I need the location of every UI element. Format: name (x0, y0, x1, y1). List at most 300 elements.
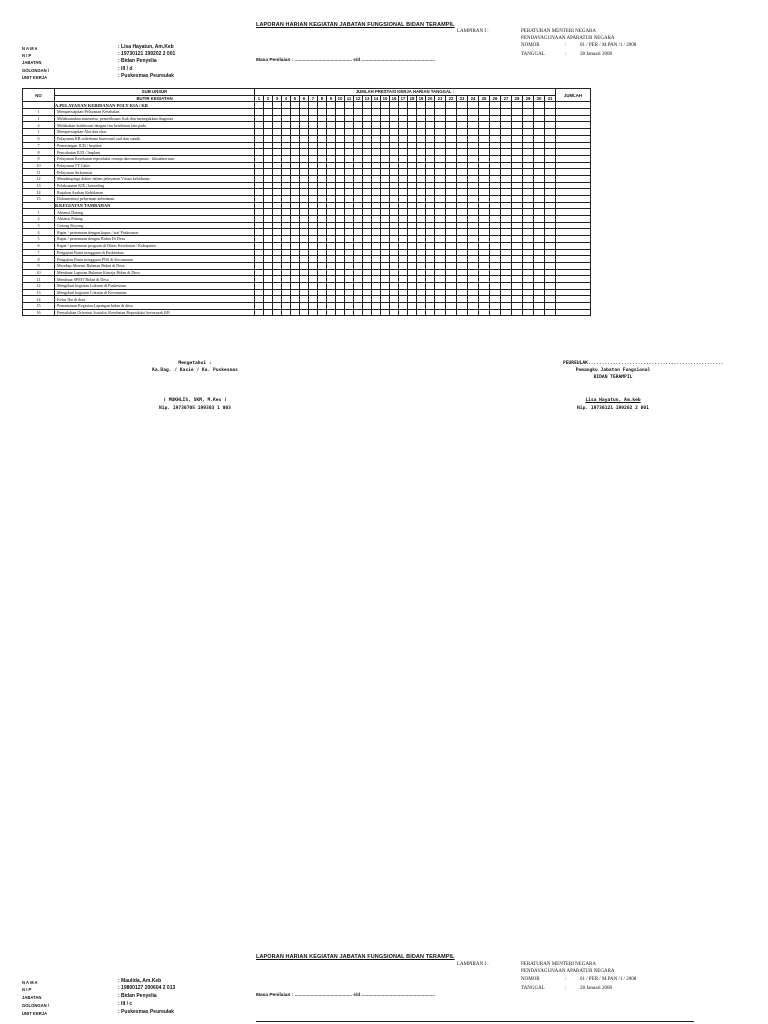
day-cell[interactable] (291, 256, 300, 263)
day-cell[interactable] (372, 249, 381, 256)
day-cell[interactable] (300, 196, 309, 203)
day-cell[interactable] (408, 155, 417, 162)
day-cell[interactable] (545, 162, 556, 169)
day-cell[interactable] (512, 216, 523, 223)
day-cell[interactable] (372, 282, 381, 289)
day-cell[interactable] (390, 149, 399, 156)
day-cell[interactable] (501, 303, 512, 310)
day-cell[interactable] (468, 222, 479, 229)
day-cell[interactable] (490, 109, 501, 116)
day-cell[interactable] (408, 196, 417, 203)
total-cell[interactable] (556, 296, 591, 303)
day-cell[interactable] (490, 236, 501, 243)
day-cell[interactable] (300, 269, 309, 276)
day-cell[interactable] (345, 229, 354, 236)
day-cell[interactable] (300, 256, 309, 263)
day-cell[interactable] (545, 169, 556, 176)
day-cell[interactable] (545, 189, 556, 196)
day-cell[interactable] (255, 229, 264, 236)
day-cell[interactable] (345, 122, 354, 129)
day-cell[interactable] (372, 236, 381, 243)
day-cell[interactable] (291, 262, 300, 269)
day-cell[interactable] (264, 256, 273, 263)
total-cell[interactable] (556, 162, 591, 169)
day-cell[interactable] (545, 296, 556, 303)
day-cell[interactable] (399, 162, 408, 169)
day-cell[interactable] (468, 169, 479, 176)
day-cell[interactable] (345, 155, 354, 162)
day-cell[interactable] (399, 262, 408, 269)
day-cell[interactable] (512, 276, 523, 283)
total-cell[interactable] (556, 175, 591, 182)
day-cell[interactable] (417, 209, 426, 216)
day-cell[interactable] (501, 109, 512, 116)
day-cell[interactable] (512, 175, 523, 182)
day-cell[interactable] (318, 189, 327, 196)
day-cell[interactable] (501, 149, 512, 156)
day-cell[interactable] (545, 216, 556, 223)
day-cell[interactable] (408, 296, 417, 303)
day-cell[interactable] (264, 296, 273, 303)
day-cell[interactable] (408, 109, 417, 116)
day-cell[interactable] (435, 162, 446, 169)
day-cell[interactable] (273, 256, 282, 263)
day-cell[interactable] (282, 256, 291, 263)
day-cell[interactable] (501, 236, 512, 243)
day-cell[interactable] (545, 135, 556, 142)
day-cell[interactable] (372, 135, 381, 142)
day-cell[interactable] (534, 269, 545, 276)
day-cell[interactable] (435, 122, 446, 129)
day-cell[interactable] (354, 262, 363, 269)
day-cell[interactable] (336, 155, 345, 162)
day-cell[interactable] (381, 222, 390, 229)
day-cell[interactable] (318, 216, 327, 223)
day-cell[interactable] (273, 222, 282, 229)
day-cell[interactable] (426, 109, 435, 116)
day-cell[interactable] (545, 282, 556, 289)
day-cell[interactable] (435, 262, 446, 269)
day-cell[interactable] (501, 249, 512, 256)
day-cell[interactable] (457, 289, 468, 296)
day-cell[interactable] (446, 169, 457, 176)
day-cell[interactable] (345, 296, 354, 303)
day-cell[interactable] (336, 289, 345, 296)
day-cell[interactable] (264, 109, 273, 116)
day-cell[interactable] (336, 303, 345, 310)
day-cell[interactable] (468, 276, 479, 283)
day-cell[interactable] (264, 182, 273, 189)
day-cell[interactable] (426, 149, 435, 156)
day-cell[interactable] (446, 209, 457, 216)
day-cell[interactable] (291, 169, 300, 176)
day-cell[interactable] (309, 149, 318, 156)
day-cell[interactable] (354, 149, 363, 156)
day-cell[interactable] (490, 249, 501, 256)
day-cell[interactable] (372, 162, 381, 169)
day-cell[interactable] (426, 296, 435, 303)
day-cell[interactable] (523, 229, 534, 236)
day-cell[interactable] (512, 249, 523, 256)
day-cell[interactable] (372, 229, 381, 236)
day-cell[interactable] (479, 229, 490, 236)
day-cell[interactable] (318, 182, 327, 189)
day-cell[interactable] (426, 249, 435, 256)
day-cell[interactable] (282, 149, 291, 156)
day-cell[interactable] (291, 175, 300, 182)
day-cell[interactable] (408, 242, 417, 249)
day-cell[interactable] (300, 303, 309, 310)
day-cell[interactable] (327, 296, 336, 303)
day-cell[interactable] (435, 269, 446, 276)
day-cell[interactable] (327, 169, 336, 176)
day-cell[interactable] (490, 142, 501, 149)
day-cell[interactable] (327, 149, 336, 156)
day-cell[interactable] (336, 256, 345, 263)
day-cell[interactable] (273, 216, 282, 223)
day-cell[interactable] (264, 115, 273, 122)
day-cell[interactable] (399, 242, 408, 249)
day-cell[interactable] (309, 182, 318, 189)
day-cell[interactable] (273, 282, 282, 289)
day-cell[interactable] (479, 109, 490, 116)
day-cell[interactable] (345, 182, 354, 189)
day-cell[interactable] (435, 236, 446, 243)
day-cell[interactable] (318, 242, 327, 249)
day-cell[interactable] (309, 169, 318, 176)
day-cell[interactable] (300, 135, 309, 142)
total-cell[interactable] (556, 216, 591, 223)
day-cell[interactable] (327, 249, 336, 256)
day-cell[interactable] (457, 229, 468, 236)
day-cell[interactable] (255, 135, 264, 142)
day-cell[interactable] (479, 122, 490, 129)
day-cell[interactable] (381, 189, 390, 196)
day-cell[interactable] (501, 276, 512, 283)
day-cell[interactable] (372, 296, 381, 303)
day-cell[interactable] (273, 209, 282, 216)
day-cell[interactable] (435, 142, 446, 149)
day-cell[interactable] (390, 249, 399, 256)
day-cell[interactable] (390, 282, 399, 289)
day-cell[interactable] (468, 189, 479, 196)
day-cell[interactable] (300, 169, 309, 176)
day-cell[interactable] (381, 303, 390, 310)
day-cell[interactable] (372, 242, 381, 249)
day-cell[interactable] (354, 155, 363, 162)
day-cell[interactable] (435, 249, 446, 256)
day-cell[interactable] (390, 122, 399, 129)
day-cell[interactable] (390, 182, 399, 189)
day-cell[interactable] (291, 209, 300, 216)
day-cell[interactable] (255, 216, 264, 223)
day-cell[interactable] (479, 269, 490, 276)
day-cell[interactable] (273, 135, 282, 142)
day-cell[interactable] (318, 122, 327, 129)
day-cell[interactable] (408, 189, 417, 196)
day-cell[interactable] (372, 109, 381, 116)
day-cell[interactable] (479, 262, 490, 269)
day-cell[interactable] (479, 142, 490, 149)
day-cell[interactable] (354, 122, 363, 129)
day-cell[interactable] (523, 169, 534, 176)
day-cell[interactable] (354, 289, 363, 296)
day-cell[interactable] (309, 296, 318, 303)
day-cell[interactable] (291, 109, 300, 116)
day-cell[interactable] (327, 269, 336, 276)
day-cell[interactable] (408, 222, 417, 229)
day-cell[interactable] (345, 303, 354, 310)
day-cell[interactable] (264, 216, 273, 223)
day-cell[interactable] (417, 296, 426, 303)
day-cell[interactable] (390, 216, 399, 223)
day-cell[interactable] (255, 282, 264, 289)
day-cell[interactable] (534, 196, 545, 203)
day-cell[interactable] (523, 296, 534, 303)
day-cell[interactable] (446, 175, 457, 182)
day-cell[interactable] (291, 296, 300, 303)
day-cell[interactable] (255, 142, 264, 149)
day-cell[interactable] (457, 216, 468, 223)
day-cell[interactable] (399, 115, 408, 122)
day-cell[interactable] (390, 236, 399, 243)
day-cell[interactable] (435, 222, 446, 229)
day-cell[interactable] (264, 149, 273, 156)
day-cell[interactable] (479, 236, 490, 243)
day-cell[interactable] (399, 175, 408, 182)
day-cell[interactable] (468, 289, 479, 296)
day-cell[interactable] (255, 149, 264, 156)
day-cell[interactable] (501, 309, 512, 316)
day-cell[interactable] (457, 135, 468, 142)
day-cell[interactable] (309, 189, 318, 196)
day-cell[interactable] (417, 303, 426, 310)
day-cell[interactable] (345, 256, 354, 263)
day-cell[interactable] (446, 296, 457, 303)
day-cell[interactable] (300, 209, 309, 216)
day-cell[interactable] (282, 276, 291, 283)
day-cell[interactable] (381, 282, 390, 289)
day-cell[interactable] (512, 155, 523, 162)
day-cell[interactable] (255, 155, 264, 162)
day-cell[interactable] (468, 256, 479, 263)
day-cell[interactable] (534, 256, 545, 263)
day-cell[interactable] (545, 209, 556, 216)
day-cell[interactable] (372, 309, 381, 316)
day-cell[interactable] (479, 175, 490, 182)
day-cell[interactable] (300, 282, 309, 289)
day-cell[interactable] (354, 276, 363, 283)
day-cell[interactable] (309, 109, 318, 116)
day-cell[interactable] (372, 115, 381, 122)
day-cell[interactable] (457, 109, 468, 116)
day-cell[interactable] (545, 289, 556, 296)
day-cell[interactable] (468, 282, 479, 289)
day-cell[interactable] (446, 269, 457, 276)
day-cell[interactable] (479, 303, 490, 310)
day-cell[interactable] (273, 169, 282, 176)
day-cell[interactable] (273, 129, 282, 136)
day-cell[interactable] (345, 242, 354, 249)
day-cell[interactable] (381, 249, 390, 256)
day-cell[interactable] (390, 289, 399, 296)
day-cell[interactable] (446, 309, 457, 316)
day-cell[interactable] (545, 109, 556, 116)
day-cell[interactable] (417, 189, 426, 196)
day-cell[interactable] (354, 256, 363, 263)
day-cell[interactable] (363, 209, 372, 216)
day-cell[interactable] (282, 129, 291, 136)
day-cell[interactable] (545, 303, 556, 310)
day-cell[interactable] (408, 276, 417, 283)
day-cell[interactable] (336, 309, 345, 316)
day-cell[interactable] (534, 236, 545, 243)
day-cell[interactable] (426, 129, 435, 136)
day-cell[interactable] (490, 303, 501, 310)
day-cell[interactable] (336, 109, 345, 116)
day-cell[interactable] (300, 149, 309, 156)
day-cell[interactable] (390, 135, 399, 142)
total-cell[interactable] (556, 209, 591, 216)
day-cell[interactable] (363, 189, 372, 196)
day-cell[interactable] (545, 129, 556, 136)
total-cell[interactable] (556, 115, 591, 122)
day-cell[interactable] (468, 162, 479, 169)
day-cell[interactable] (318, 309, 327, 316)
day-cell[interactable] (354, 209, 363, 216)
day-cell[interactable] (327, 129, 336, 136)
day-cell[interactable] (435, 276, 446, 283)
day-cell[interactable] (291, 189, 300, 196)
day-cell[interactable] (490, 242, 501, 249)
day-cell[interactable] (363, 149, 372, 156)
day-cell[interactable] (490, 222, 501, 229)
day-cell[interactable] (282, 303, 291, 310)
day-cell[interactable] (545, 222, 556, 229)
day-cell[interactable] (534, 135, 545, 142)
day-cell[interactable] (399, 229, 408, 236)
total-cell[interactable] (556, 222, 591, 229)
day-cell[interactable] (327, 289, 336, 296)
day-cell[interactable] (446, 109, 457, 116)
day-cell[interactable] (372, 182, 381, 189)
day-cell[interactable] (336, 175, 345, 182)
day-cell[interactable] (399, 122, 408, 129)
day-cell[interactable] (446, 276, 457, 283)
day-cell[interactable] (300, 155, 309, 162)
day-cell[interactable] (426, 242, 435, 249)
day-cell[interactable] (408, 209, 417, 216)
day-cell[interactable] (291, 162, 300, 169)
day-cell[interactable] (534, 155, 545, 162)
day-cell[interactable] (534, 169, 545, 176)
total-cell[interactable] (556, 236, 591, 243)
day-cell[interactable] (372, 256, 381, 263)
day-cell[interactable] (399, 236, 408, 243)
day-cell[interactable] (372, 209, 381, 216)
day-cell[interactable] (523, 115, 534, 122)
day-cell[interactable] (435, 182, 446, 189)
day-cell[interactable] (417, 182, 426, 189)
day-cell[interactable] (300, 236, 309, 243)
day-cell[interactable] (468, 142, 479, 149)
day-cell[interactable] (435, 129, 446, 136)
day-cell[interactable] (327, 175, 336, 182)
day-cell[interactable] (264, 229, 273, 236)
day-cell[interactable] (501, 282, 512, 289)
day-cell[interactable] (372, 142, 381, 149)
day-cell[interactable] (372, 122, 381, 129)
day-cell[interactable] (264, 249, 273, 256)
day-cell[interactable] (457, 309, 468, 316)
day-cell[interactable] (408, 129, 417, 136)
day-cell[interactable] (300, 115, 309, 122)
day-cell[interactable] (354, 236, 363, 243)
day-cell[interactable] (390, 155, 399, 162)
day-cell[interactable] (309, 229, 318, 236)
total-cell[interactable] (556, 303, 591, 310)
day-cell[interactable] (479, 256, 490, 263)
day-cell[interactable] (345, 175, 354, 182)
day-cell[interactable] (408, 289, 417, 296)
day-cell[interactable] (336, 189, 345, 196)
day-cell[interactable] (273, 289, 282, 296)
day-cell[interactable] (501, 189, 512, 196)
day-cell[interactable] (435, 155, 446, 162)
day-cell[interactable] (523, 182, 534, 189)
day-cell[interactable] (318, 162, 327, 169)
day-cell[interactable] (446, 162, 457, 169)
day-cell[interactable] (457, 189, 468, 196)
day-cell[interactable] (457, 182, 468, 189)
day-cell[interactable] (327, 236, 336, 243)
day-cell[interactable] (490, 262, 501, 269)
day-cell[interactable] (264, 129, 273, 136)
day-cell[interactable] (327, 256, 336, 263)
day-cell[interactable] (336, 249, 345, 256)
day-cell[interactable] (363, 175, 372, 182)
day-cell[interactable] (390, 229, 399, 236)
day-cell[interactable] (318, 256, 327, 263)
day-cell[interactable] (390, 209, 399, 216)
day-cell[interactable] (408, 256, 417, 263)
day-cell[interactable] (363, 282, 372, 289)
day-cell[interactable] (457, 142, 468, 149)
day-cell[interactable] (318, 129, 327, 136)
day-cell[interactable] (534, 282, 545, 289)
day-cell[interactable] (345, 262, 354, 269)
day-cell[interactable] (523, 303, 534, 310)
day-cell[interactable] (291, 122, 300, 129)
day-cell[interactable] (490, 256, 501, 263)
day-cell[interactable] (417, 236, 426, 243)
day-cell[interactable] (501, 229, 512, 236)
total-cell[interactable] (556, 242, 591, 249)
day-cell[interactable] (327, 222, 336, 229)
day-cell[interactable] (490, 282, 501, 289)
day-cell[interactable] (345, 162, 354, 169)
day-cell[interactable] (282, 262, 291, 269)
day-cell[interactable] (399, 249, 408, 256)
day-cell[interactable] (457, 282, 468, 289)
day-cell[interactable] (435, 296, 446, 303)
day-cell[interactable] (255, 209, 264, 216)
day-cell[interactable] (273, 142, 282, 149)
day-cell[interactable] (534, 249, 545, 256)
day-cell[interactable] (426, 169, 435, 176)
day-cell[interactable] (501, 209, 512, 216)
day-cell[interactable] (363, 196, 372, 203)
